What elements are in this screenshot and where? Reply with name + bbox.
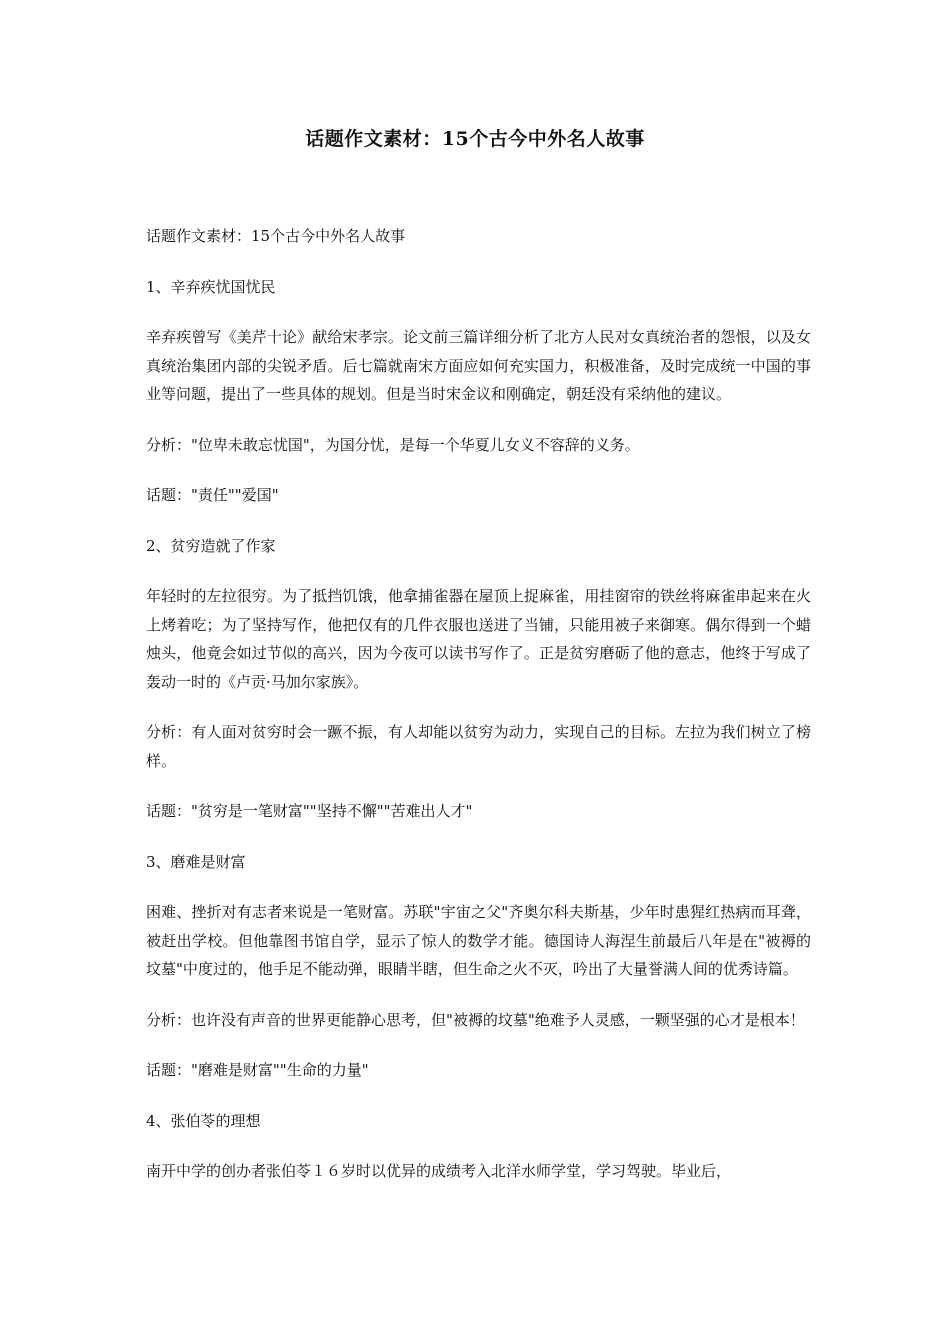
- section-heading: 1、辛弃疾忧国忧民: [146, 277, 276, 296]
- document-title: 话题作文素材：15个古今中外名人故事: [305, 128, 645, 150]
- analysis-paragraph: 分析："位卑未敢忘忧国"，为国分忧，是每一个华夏儿女义不容辞的义务。: [146, 435, 640, 454]
- analysis-paragraph: 分析：也许没有声音的世界更能静心思考，但"被褥的坟墓"绝难予人灵感，一颗坚强的心才是根本！: [146, 1010, 805, 1029]
- topic-paragraph: 话题："贫穷是一笔财富""坚持不懈""苦难出人才": [146, 802, 473, 820]
- analysis-paragraph: 分析：有人面对贫穷时会一蹶不振，有人却能以贫穷为动力，实现自己的目标。左拉为我们树立了榜样。: [146, 723, 811, 770]
- document-body: [146, 222, 811, 1208]
- section-heading: 3、磨难是财富: [146, 852, 246, 871]
- topic-paragraph: 话题："责任""爱国": [146, 486, 279, 504]
- section-heading: 4、张伯苓的理想: [146, 1111, 261, 1130]
- paragraph: 南开中学的创办者张伯苓１６岁时以优异的成绩考入北洋水师学堂，学习驾驶。毕业后，: [146, 1162, 732, 1180]
- paragraph-intro: 话题作文素材：15个古今中外名人故事: [146, 227, 406, 245]
- paragraph: 辛弃疾曾写《美芹十论》献给宋孝宗。论文前三篇详细分析了北方人民对女真统治者的怨恨，以及女真统治集团内部的尖锐矛盾。后七篇就南宋方面应如何充实国力，积极准备，及时完成统一中国的事业等问题，提出了一些具体的规划。但是当时宋金议和刚确定，朝廷没有采纳他的建议。: [146, 328, 811, 403]
- section-heading: 2、贫穷造就了作家: [146, 536, 276, 555]
- paragraph: 年轻时的左拉很穷。为了抵挡饥饿，他拿捕雀器在屋顶上捉麻雀，用挂窗帘的铁丝将麻雀串起来在火上烤着吃；为了坚持写作，他把仅有的几件衣服也送进了当铺，只能用被子来御寒。偶尔得到一个蜡烛头，他竟会如过节似的高兴，因为今夜可以读书写作了。正是贫穷磨砺了他的意志，他终于写成了轰动一时的《卢贡·马加尔家族》。: [146, 587, 811, 691]
- topic-paragraph: 话题："磨难是财富""生命的力量": [146, 1061, 369, 1079]
- paragraph: 困难、挫折对有志者来说是一笔财富。苏联"宇宙之父"齐奥尔科夫斯基，少年时患猩红热病而耳聋，被赶出学校。但他靠图书馆自学，显示了惊人的数学才能。德国诗人海涅生前最后八年是在"被褥的坟墓"中度过的，他手足不能动弹，眼睛半瞎，但生命之火不灭，吟出了大量誉满人间的优秀诗篇。: [146, 903, 811, 978]
